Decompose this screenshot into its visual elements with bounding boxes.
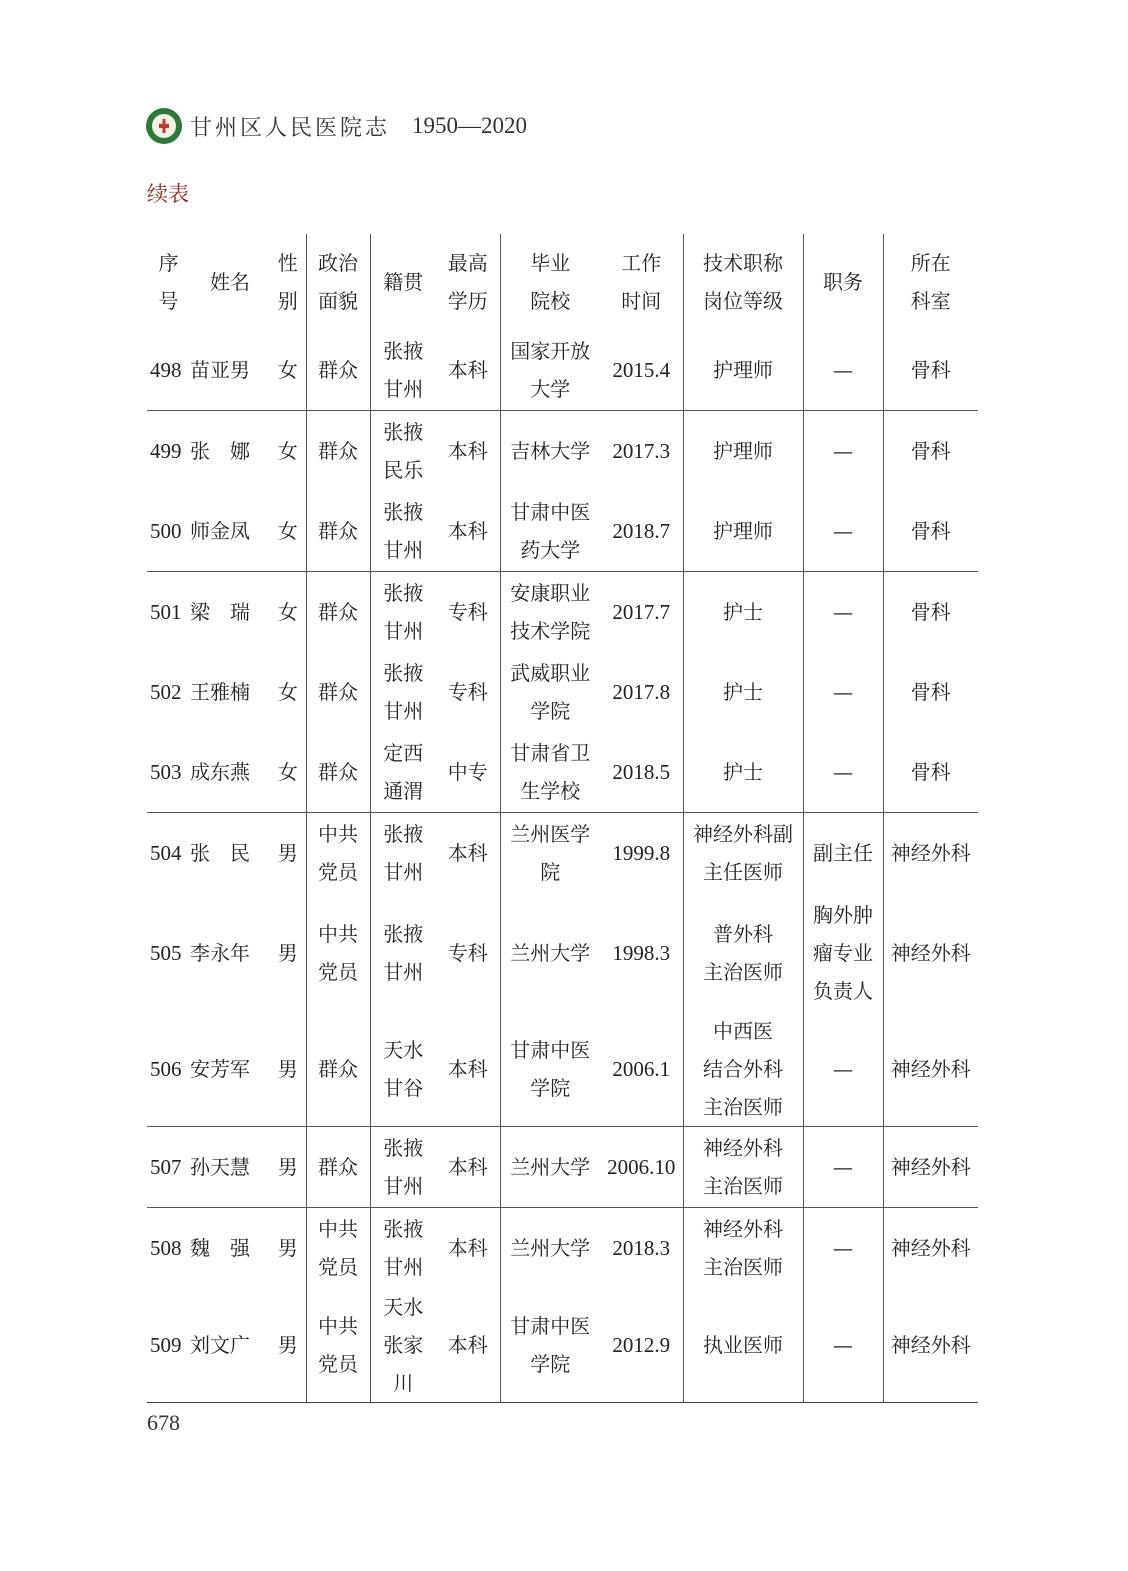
cell-work-time: 2018.7 <box>600 491 683 572</box>
cell-education: 专科 <box>436 572 500 653</box>
cell-dept: 神经外科 <box>890 940 971 965</box>
cell-school: 武威职业 学院 <box>510 661 591 723</box>
cell-origin: 张掖 甘州 <box>370 1127 436 1208</box>
cell-dept: 骨科 <box>883 732 978 813</box>
cell-title: 护士 <box>683 652 803 732</box>
continued-table-label: 续表 <box>147 182 189 206</box>
cell-work-time: 1999.8 <box>600 813 683 894</box>
book-years: 1950—2020 <box>412 113 528 138</box>
cell-dept: 神经外科 <box>883 1127 978 1208</box>
table-row <box>147 813 978 894</box>
cell-work-time: 2017.3 <box>600 411 683 492</box>
cell-sex: 男 <box>270 1127 306 1208</box>
cell-political: 中共 党员 <box>306 813 370 894</box>
cell-position: — <box>803 330 883 411</box>
cell-origin: 张掖 甘州 <box>370 330 436 411</box>
cell-origin: 天水 张家 川 <box>370 1288 436 1403</box>
cell-name: 刘文广 <box>190 1288 270 1403</box>
cell-school: 甘肃中医 药大学 <box>500 491 600 572</box>
cell-sex: 男 <box>270 1208 306 1289</box>
cell-title: 神经外科 主治医师 <box>683 1208 803 1289</box>
header-school: 毕业 院校 <box>530 251 571 313</box>
cell-position: 副主任 <box>803 813 883 894</box>
cell-title: 中西医 结合外科 主治医师 <box>683 1012 803 1127</box>
cell-political: 中共 党员 <box>306 1288 370 1403</box>
cell-political: 群众 <box>306 330 370 411</box>
cell-sex: 女 <box>270 491 306 572</box>
cell-sex: 男 <box>270 893 306 1012</box>
cell-position: — <box>803 732 883 813</box>
cell-name: 魏 强 <box>190 1236 250 1260</box>
table-row <box>147 732 978 813</box>
cell-seq: 504 <box>150 841 182 865</box>
cell-seq: 505 <box>150 940 182 965</box>
cell-education: 本科 <box>436 330 500 411</box>
table-row <box>147 491 978 572</box>
running-header <box>146 108 527 144</box>
header-origin: 籍贯 <box>383 270 424 294</box>
cell-dept: 神经外科 <box>883 1288 978 1403</box>
cell-school: 兰州医学 院 <box>510 822 591 884</box>
cell-origin: 天水 甘谷 <box>370 1012 436 1127</box>
cell-education: 中专 <box>436 732 500 813</box>
cell-sex: 女 <box>270 330 306 411</box>
cell-education: 本科 <box>436 491 500 572</box>
cell-position: — <box>803 572 883 653</box>
cell-origin: 张掖 甘州 <box>370 491 436 572</box>
cell-origin: 张掖 民乐 <box>383 420 424 482</box>
book-title: 甘州区人民医院志 <box>190 115 391 141</box>
cell-position: 胸外肿 瘤专业 负责人 <box>803 893 883 1012</box>
cell-sex: 女 <box>270 411 306 492</box>
cell-position: — <box>803 1208 883 1289</box>
cell-dept: 骨科 <box>883 330 978 411</box>
cell-position: — <box>803 491 883 572</box>
cell-title: 护士 <box>683 732 803 813</box>
cell-political: 群众 <box>306 732 370 813</box>
cell-political: 中共 党员 <box>306 1208 370 1289</box>
cell-work-time: 2017.7 <box>600 572 683 653</box>
cell-dept: 神经外科 <box>890 1236 971 1260</box>
cell-origin: 张掖 甘州 <box>383 581 424 643</box>
cell-seq: 499 <box>150 439 182 463</box>
cell-work-time: 2012.9 <box>600 1288 683 1403</box>
header-political: 政治 面貌 <box>306 234 370 330</box>
cell-title: 普外科 主治医师 <box>683 893 803 1012</box>
cell-education: 专科 <box>436 652 500 732</box>
cell-school: 兰州大学 <box>510 1236 591 1260</box>
cell-name: 李永年 <box>190 940 250 965</box>
table-row <box>147 1012 978 1127</box>
cell-dept: 骨科 <box>910 600 951 624</box>
cell-work-time: 2006.10 <box>600 1127 683 1208</box>
cell-work-time: 2018.3 <box>600 1208 683 1289</box>
cell-sex: 女 <box>270 572 306 653</box>
cell-dept: 骨科 <box>910 680 951 704</box>
cell-work-time: 2018.5 <box>600 732 683 813</box>
cell-sex: 男 <box>270 1288 306 1403</box>
cell-sex: 女 <box>270 652 306 732</box>
cell-seq: 501 <box>150 600 182 624</box>
cell-origin: 张掖 甘州 <box>383 1217 424 1279</box>
cell-seq: 509 <box>147 1288 190 1403</box>
cell-name: 师金凤 <box>190 491 270 572</box>
header-name: 姓名 <box>210 270 250 294</box>
cell-title: 神经外科副 主任医师 <box>683 813 803 894</box>
cell-sex: 男 <box>270 813 306 894</box>
cell-political: 群众 <box>306 652 370 732</box>
cell-school: 兰州大学 <box>510 940 591 965</box>
cell-origin: 张掖 甘州 <box>383 661 424 723</box>
cell-sex: 男 <box>270 1012 306 1127</box>
cell-school: 甘肃中医 学院 <box>500 1012 600 1127</box>
cell-name: 王雅楠 <box>190 680 250 704</box>
cell-origin: 张掖 甘州 <box>383 921 424 984</box>
cell-title: 护理师 <box>683 330 803 411</box>
cell-sex: 女 <box>270 732 306 813</box>
header-seq: 序 号 <box>158 251 179 313</box>
cell-political: 群众 <box>306 411 370 492</box>
header-dept: 所在 科室 <box>910 251 951 313</box>
cell-dept: 神经外科 <box>890 841 971 865</box>
cell-political: 中共 党员 <box>306 893 370 1012</box>
cell-position: — <box>803 1288 883 1403</box>
cell-title: 护理师 <box>683 491 803 572</box>
table-row <box>147 652 978 732</box>
cell-name: 苗亚男 <box>190 330 270 411</box>
cell-name: 安芳军 <box>190 1012 270 1127</box>
cell-education: 本科 <box>436 813 500 894</box>
cell-seq: 502 <box>150 680 182 704</box>
cell-title: 护理师 <box>683 411 803 492</box>
cell-name: 张 娜 <box>190 439 250 463</box>
cell-work-time: 2017.8 <box>600 652 683 732</box>
cell-work-time: 2015.4 <box>600 330 683 411</box>
cell-position: — <box>803 1127 883 1208</box>
hospital-logo-icon <box>146 108 182 144</box>
cell-name: 成东燕 <box>190 732 270 813</box>
table-header-row <box>147 234 978 330</box>
header-title: 技术职称 岗位等级 <box>683 234 803 330</box>
cell-education: 专科 <box>436 893 500 1012</box>
table-row <box>147 572 978 653</box>
cell-political: 群众 <box>306 491 370 572</box>
table-row <box>147 330 978 411</box>
table-row <box>147 1208 978 1289</box>
page-number: 678 <box>147 1410 180 1435</box>
cell-education: 本科 <box>436 1012 500 1127</box>
table-row <box>147 1288 978 1403</box>
cell-position: — <box>803 411 883 492</box>
cell-origin: 张掖 甘州 <box>383 822 424 884</box>
header-position: 职务 <box>803 234 883 330</box>
staff-table <box>147 234 978 1403</box>
cell-political: 群众 <box>306 1012 370 1127</box>
cell-position: — <box>803 1012 883 1127</box>
cell-name: 梁 瑞 <box>190 600 250 624</box>
cell-name: 孙天慧 <box>190 1127 270 1208</box>
cell-title: 护士 <box>683 572 803 653</box>
cell-school: 国家开放 大学 <box>500 330 600 411</box>
cell-school: 吉林大学 <box>510 439 591 463</box>
cell-seq: 500 <box>147 491 190 572</box>
table-row <box>147 893 978 1012</box>
cell-work-time: 1998.3 <box>600 893 683 1012</box>
cell-education: 本科 <box>436 1208 500 1289</box>
cell-school: 甘肃中医 学院 <box>500 1288 600 1403</box>
table-body <box>147 330 978 1403</box>
header-education: 最高 学历 <box>436 234 500 330</box>
cell-origin: 定西 通渭 <box>370 732 436 813</box>
cell-dept: 骨科 <box>910 439 951 463</box>
cell-education: 本科 <box>436 411 500 492</box>
table-row <box>147 411 978 492</box>
cell-political: 群众 <box>306 1127 370 1208</box>
header-work-time: 工作 时间 <box>600 234 683 330</box>
cell-dept: 神经外科 <box>883 1012 978 1127</box>
cell-school: 甘肃省卫 生学校 <box>500 732 600 813</box>
cell-seq: 498 <box>147 330 190 411</box>
cell-dept: 骨科 <box>883 491 978 572</box>
cell-work-time: 2006.1 <box>600 1012 683 1127</box>
table-row <box>147 1127 978 1208</box>
cell-seq: 506 <box>147 1012 190 1127</box>
cell-seq: 508 <box>150 1236 182 1260</box>
cell-political: 群众 <box>306 572 370 653</box>
cell-name: 张 民 <box>190 841 250 865</box>
cell-position: — <box>803 652 883 732</box>
cell-title: 神经外科 主治医师 <box>683 1127 803 1208</box>
header-sex: 性 别 <box>270 234 306 330</box>
cell-school: 兰州大学 <box>500 1127 600 1208</box>
cell-seq: 503 <box>147 732 190 813</box>
cell-education: 本科 <box>436 1288 500 1403</box>
cell-seq: 507 <box>147 1127 190 1208</box>
cell-education: 本科 <box>436 1127 500 1208</box>
cell-title: 执业医师 <box>683 1288 803 1403</box>
cell-school: 安康职业 技术学院 <box>510 581 591 643</box>
